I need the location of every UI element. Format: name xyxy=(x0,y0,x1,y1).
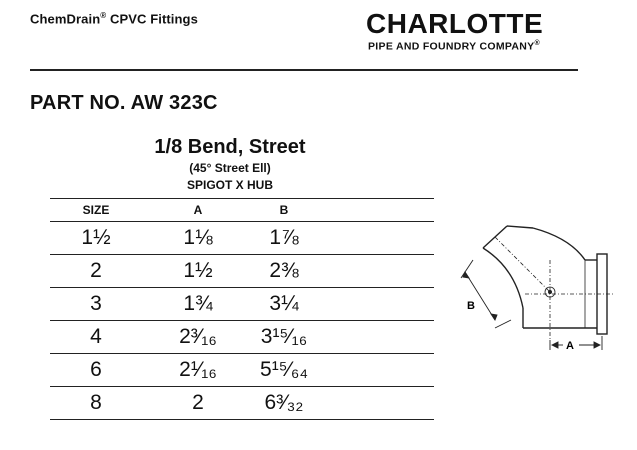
cell-a: 1¾ xyxy=(142,288,254,321)
fitting-subtitle: (45° Street Ell) xyxy=(189,161,271,175)
cell-spacer xyxy=(314,387,434,420)
column-header-b: B xyxy=(254,199,314,222)
cell-size: 8 xyxy=(50,387,142,420)
cell-size: 4 xyxy=(50,321,142,354)
cell-a: 1½ xyxy=(142,255,254,288)
fitting-title: 1/8 Bend, Street xyxy=(154,136,306,158)
cell-a: 1⅛ xyxy=(142,222,254,255)
column-header-size: SIZE xyxy=(50,199,142,222)
company-logo-subtitle-text: PIPE AND FOUNDRY COMPANY xyxy=(368,40,535,53)
cell-spacer xyxy=(314,255,434,288)
cell-a: 2 xyxy=(142,387,254,420)
table-row xyxy=(50,222,434,255)
company-logo-name: CHARLOTTE xyxy=(366,8,544,39)
dimension-a-label: A xyxy=(566,340,574,352)
company-logo-subtitle xyxy=(368,40,540,53)
table-row xyxy=(50,387,434,420)
table-row xyxy=(50,255,434,288)
fitting-outline xyxy=(483,226,607,334)
cell-b: 1⅞ xyxy=(254,222,314,255)
cell-b: 6³⁄₃₂ xyxy=(254,387,314,420)
fitting-diagram xyxy=(455,220,625,360)
cell-b: 3¼ xyxy=(254,288,314,321)
cell-size: 2 xyxy=(50,255,142,288)
cell-b: 2⅜ xyxy=(254,255,314,288)
cell-b: 3¹⁵⁄₁₆ xyxy=(254,321,314,354)
dimension-b xyxy=(461,260,511,328)
cell-size: 1½ xyxy=(50,222,142,255)
fitting-connection-type: SPIGOT X HUB xyxy=(186,178,273,192)
product-name: ChemDrain xyxy=(30,11,101,27)
table-row xyxy=(50,321,434,354)
column-spacer xyxy=(314,199,434,222)
cell-size: 6 xyxy=(50,354,142,387)
cell-spacer xyxy=(314,354,434,387)
header-divider xyxy=(30,69,578,71)
cell-spacer xyxy=(314,288,434,321)
product-suffix: CPVC Fittings xyxy=(106,11,198,27)
cell-spacer xyxy=(314,321,434,354)
part-number: PART NO. AW 323C xyxy=(30,92,218,114)
dimension-table xyxy=(50,198,434,420)
company-registered-mark: ® xyxy=(534,40,540,47)
product-line-title xyxy=(30,11,198,26)
cell-a: 2³⁄₁₆ xyxy=(142,321,254,354)
table-header-row xyxy=(50,199,434,222)
table-row xyxy=(50,354,434,387)
cell-a: 2¹⁄₁₆ xyxy=(142,354,254,387)
dimension-b-label: B xyxy=(467,300,475,312)
dimension-a xyxy=(550,336,602,350)
cell-spacer xyxy=(314,222,434,255)
table-row xyxy=(50,288,434,321)
product-registered-mark: ® xyxy=(100,11,107,20)
cell-b: 5¹⁵⁄₆₄ xyxy=(254,354,314,387)
cell-size: 3 xyxy=(50,288,142,321)
column-header-a: A xyxy=(142,199,254,222)
